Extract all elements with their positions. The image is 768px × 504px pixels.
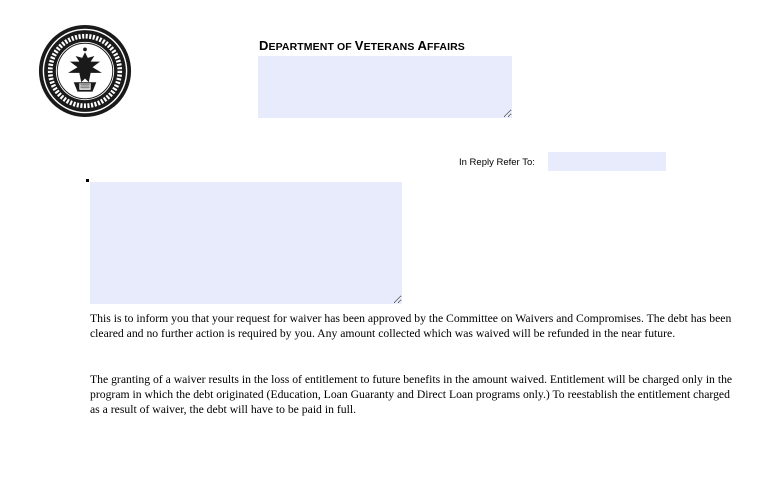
department-title: DEPARTMENT OF VETERANS AFFAIRS (259, 38, 465, 53)
recipient-address-field[interactable] (90, 182, 402, 304)
body-paragraph-entitlement: The granting of a waiver results in the loss of entitlement to future benefits in the amount waived. Entitlement will be charged only in the program in which the debt originated (Education, Loan Guaranty and Direct Loan programs only.) To reestablish the entitlement charged as a result of waiver, the debt will have to be paid in full. (90, 373, 733, 416)
margin-dot (86, 179, 89, 182)
body-paragraph-waiver-approved: This is to inform you that your request for waiver has been approved by the Committee on Waivers and Compromises. The debt has been cleared and no further action is required by you. Any amount collected which was waived will be refunded in the near future. (90, 312, 732, 340)
reply-refer-field[interactable] (548, 152, 666, 171)
va-seal-icon (38, 24, 132, 118)
reply-refer-label: In Reply Refer To: (459, 157, 535, 168)
address-header-field[interactable] (258, 56, 512, 118)
